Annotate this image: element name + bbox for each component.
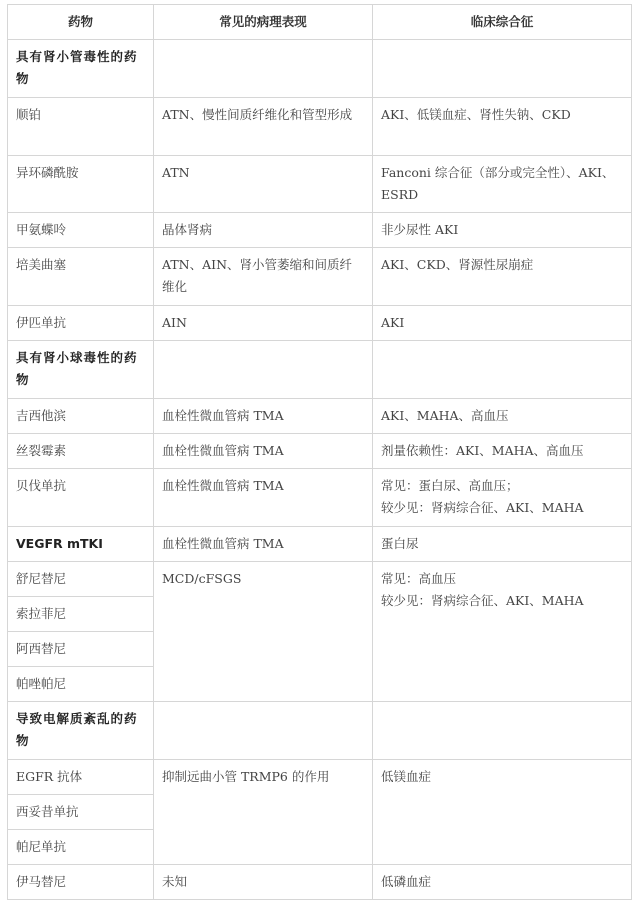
table-row (8, 865, 632, 900)
syndrome-cell: AKI (373, 306, 632, 341)
table-row (8, 434, 632, 469)
table-row (8, 248, 632, 306)
pathology-cell: 未知 (154, 865, 373, 900)
section-row (8, 40, 632, 98)
pathology-cell: 血栓性微血管病 TMA (154, 399, 373, 434)
drug-cell: 伊马替尼 (8, 865, 154, 900)
syndrome-cell: 非少尿性 AKI (373, 213, 632, 248)
table-cell (154, 40, 373, 98)
pathology-cell: 晶体肾病 (154, 213, 373, 248)
syndrome-less-common: 较少见：肾病综合征、AKI、MAHA (381, 500, 584, 515)
section-label-electrolyte: 导致电解质紊乱的药物 (8, 702, 154, 760)
syndrome-cell: 剂量依赖性：AKI、MAHA、高血压 (373, 434, 632, 469)
drug-cell: 伊匹单抗 (8, 306, 154, 341)
pathology-cell: 血栓性微血管病 TMA (154, 434, 373, 469)
table-row (8, 98, 632, 156)
drug-cell: 贝伐单抗 (8, 469, 154, 527)
drug-cell: 培美曲塞 (8, 248, 154, 306)
drug-cell: 帕唑帕尼 (8, 667, 154, 702)
table-row (8, 469, 632, 527)
pathology-cell: ATN (154, 156, 373, 213)
header-pathology: 常见的病理表现 (154, 5, 373, 40)
syndrome-common: 常见：高血压 (381, 571, 457, 586)
pathology-cell-merged: 抑制远曲小管 TRMP6 的作用 (154, 760, 373, 865)
syndrome-cell: Fanconi 综合征（部分或完全性）、AKI、ESRD (373, 156, 632, 213)
syndrome-cell: AKI、CKD、肾源性尿崩症 (373, 248, 632, 306)
drug-cell: 丝裂霉素 (8, 434, 154, 469)
pathology-cell: AIN (154, 306, 373, 341)
drug-cell: 吉西他滨 (8, 399, 154, 434)
table-cell (373, 40, 632, 98)
drug-cell: VEGFR mTKI (8, 527, 154, 562)
section-label-tubular: 具有肾小管毒性的药物 (8, 40, 154, 98)
drug-cell: 顺铂 (8, 98, 154, 156)
table-row (8, 306, 632, 341)
table-row (8, 527, 632, 562)
table-row (8, 562, 632, 597)
pathology-cell: 血栓性微血管病 TMA (154, 527, 373, 562)
drug-cell: 西妥昔单抗 (8, 795, 154, 830)
drug-cell: 异环磷酰胺 (8, 156, 154, 213)
pathology-cell: 血栓性微血管病 TMA (154, 469, 373, 527)
drug-cell: 甲氨蝶呤 (8, 213, 154, 248)
table-cell (373, 341, 632, 399)
table-row (8, 399, 632, 434)
drug-cell: EGFR 抗体 (8, 760, 154, 795)
section-label-glomerular: 具有肾小球毒性的药物 (8, 341, 154, 399)
table-row (8, 213, 632, 248)
syndrome-cell: 低磷血症 (373, 865, 632, 900)
table-header-row (8, 5, 632, 40)
section-row (8, 341, 632, 399)
pathology-cell-merged: MCD/cFSGS (154, 562, 373, 702)
pathology-cell: ATN、AIN、肾小管萎缩和间质纤维化 (154, 248, 373, 306)
drug-cell: 帕尼单抗 (8, 830, 154, 865)
drug-nephrotoxicity-table (7, 4, 632, 900)
header-drug: 药物 (8, 5, 154, 40)
syndrome-cell-merged (373, 562, 632, 702)
drug-nephrotoxicity-table-container (7, 4, 632, 900)
syndrome-cell: AKI、MAHA、高血压 (373, 399, 632, 434)
syndrome-cell: AKI、低镁血症、肾性失钠、CKD (373, 98, 632, 156)
section-row (8, 702, 632, 760)
header-syndrome: 临床综合征 (373, 5, 632, 40)
drug-cell: 阿西替尼 (8, 632, 154, 667)
table-cell (154, 341, 373, 399)
table-cell (373, 702, 632, 760)
syndrome-less-common: 较少见：肾病综合征、AKI、MAHA (381, 593, 584, 608)
table-row (8, 156, 632, 213)
syndrome-cell (373, 469, 632, 527)
table-row (8, 760, 632, 795)
syndrome-common: 常见：蛋白尿、高血压； (381, 478, 519, 493)
drug-cell: 索拉菲尼 (8, 597, 154, 632)
syndrome-cell-merged: 低镁血症 (373, 760, 632, 865)
pathology-cell: ATN、慢性间质纤维化和管型形成 (154, 98, 373, 156)
table-cell (154, 702, 373, 760)
drug-cell: 舒尼替尼 (8, 562, 154, 597)
syndrome-cell: 蛋白尿 (373, 527, 632, 562)
